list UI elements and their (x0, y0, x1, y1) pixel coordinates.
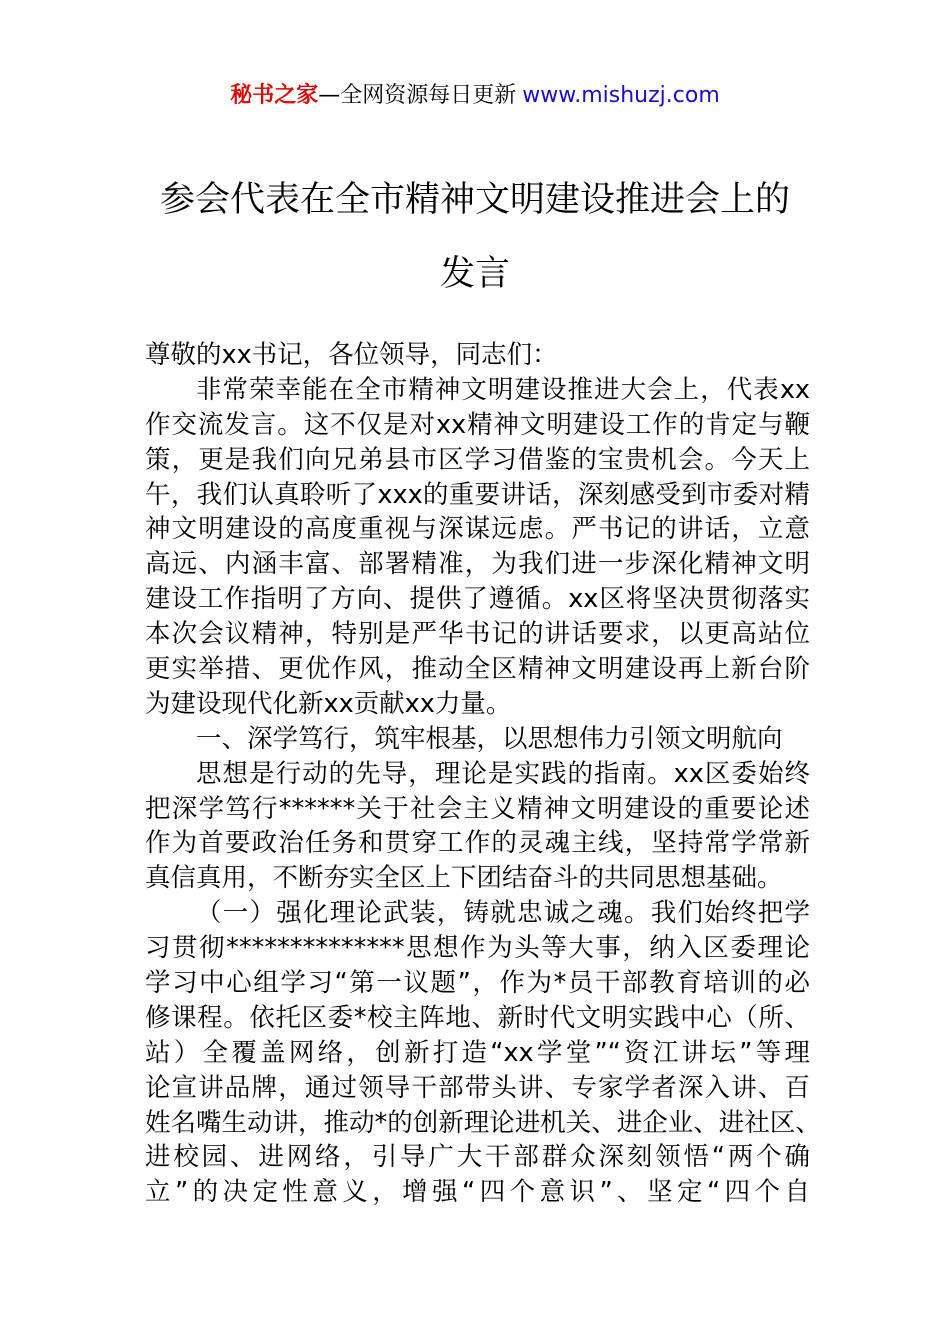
body-line: 更实举措、更优作风，推动全区精神文明建设再上新台阶 (145, 654, 810, 685)
body-line: 神文明建设的高度重视与深谋远虑。严书记的讲话，立意 (145, 514, 810, 545)
site-header (0, 80, 950, 112)
body-line: 思想是行动的先导，理论是实践的指南。xx区委始终 (196, 758, 810, 789)
document-body (145, 338, 821, 1210)
header-tagline: —全网资源每日更新 (318, 83, 517, 108)
body-line: 作为首要政治任务和贯穿工作的灵魂主线，坚持常学常新 (145, 828, 810, 859)
body-line: 建设工作指明了方向、提供了遵循。xx区将坚决贯彻落实 (145, 584, 810, 615)
subsection-line: （一）强化理论武装，铸就忠诚之魂。我们始终把学 (196, 898, 810, 929)
body-line: 进校园、进网络，引导广大干部群众深刻领悟“两个确 (145, 1142, 810, 1173)
body-line: 论宣讲品牌，通过领导干部带头讲、专家学者深入讲、百 (145, 1072, 810, 1103)
body-line: 把深学笃行******关于社会主义精神文明建设的重要论述 (145, 793, 810, 824)
site-url-link[interactable]: www.mishuzj.com (522, 83, 720, 108)
body-line: 真信真用，不断夯实全区上下团结奋斗的共同思想基础。 (145, 863, 783, 894)
brand-name: 秘书之家 (230, 83, 319, 108)
body-line: 高远、内涵丰富、部署精准，为我们进一步深化精神文明 (145, 549, 810, 580)
body-line: 习贯彻**************思想作为头等大事，纳入区委理论 (145, 933, 810, 964)
body-line: 策，更是我们向兄弟县市区学习借鉴的宝贵机会。今天上 (145, 444, 810, 475)
body-line: 为建设现代化新xx贡献xx力量。 (145, 688, 512, 719)
body-line: 姓名嘴生动讲，推动*的创新理论进机关、进企业、进社区、 (145, 1107, 821, 1138)
body-line: 站）全覆盖网络，创新打造“xx学堂”“资江讲坛”等理 (145, 1037, 810, 1068)
body-line: 学习中心组学习“第一议题”，作为*员干部教育培训的必 (145, 968, 810, 999)
body-line: 午，我们认真聆听了xxx的重要讲话，深刻感受到市委对精 (145, 479, 810, 510)
document-title-line-2: 发言 (439, 254, 510, 294)
body-line: 修课程。依托区委*校主阵地、新时代文明实践中心（所、 (145, 1002, 810, 1033)
section-heading: 一、深学笃行，筑牢根基，以思想伟力引领文明航向 (196, 723, 783, 754)
body-line: 作交流发言。这不仅是对xx精神文明建设工作的肯定与鞭 (145, 409, 810, 440)
body-line: 本次会议精神，特别是严华书记的讲话要求，以更高站位 (145, 619, 810, 650)
body-line: 非常荣幸能在全市精神文明建设推进大会上，代表xx (196, 374, 810, 405)
body-line: 立”的决定性意义，增强“四个意识”、坚定“四个自 (145, 1177, 810, 1208)
salutation-line: 尊敬的xx书记，各位领导，同志们： (145, 340, 558, 370)
document-title-line-1: 参会代表在全市精神文明建设推进会上的 (159, 180, 790, 220)
